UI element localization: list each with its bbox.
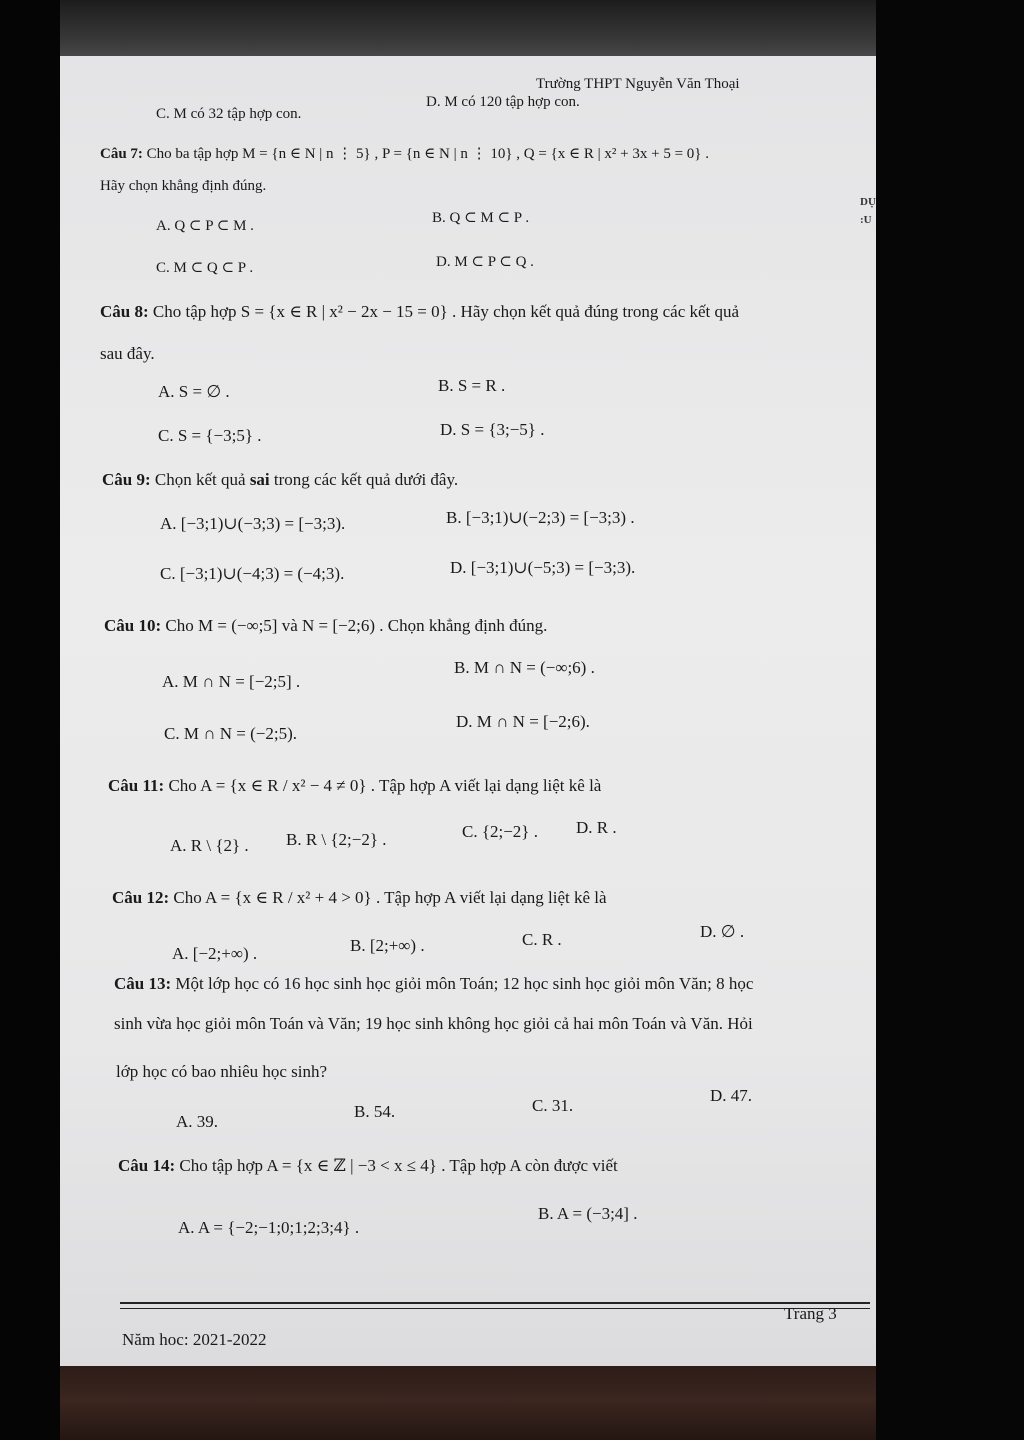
footer-rule bbox=[120, 1302, 870, 1304]
option-d: D. [−3;1)∪(−5;3) = [−3;3). bbox=[450, 558, 636, 577]
exam-page bbox=[60, 56, 876, 1366]
question-12 bbox=[112, 888, 607, 908]
question-text-emphasis: sai bbox=[249, 470, 270, 489]
question-text: Cho M = (−∞;5] và N = [−2;6) . Chọn khẳng định đúng. bbox=[165, 616, 548, 635]
option-b: B. S = R . bbox=[438, 376, 506, 395]
question-text: Cho ba tập hợp M = {n ∈ N | n ⋮ 5} , P = {n ∈ N | n ⋮ 10} , Q = {x ∈ R | x² + 3x + 5 = 0} . bbox=[146, 146, 709, 162]
school-header: Trường THPT Nguyễn Văn Thoại bbox=[536, 76, 740, 92]
option-a: A. [−3;1)∪(−3;3) = [−3;3). bbox=[160, 514, 346, 533]
option-a: A. M ∩ N = [−2;5] . bbox=[162, 672, 301, 691]
school-year: Năm hoc: 2021-2022 bbox=[122, 1330, 267, 1349]
option-d: D. M ∩ N = [−2;6). bbox=[456, 712, 590, 731]
option-c: C. S = {−3;5} . bbox=[158, 426, 262, 445]
option-a: A. [−2;+∞) . bbox=[172, 944, 258, 963]
edge-fragment-1: DỤ bbox=[860, 196, 876, 208]
option-a: A. A = {−2;−1;0;1;2;3;4} . bbox=[178, 1218, 360, 1237]
question-text-line2: sau đây. bbox=[100, 344, 155, 363]
question-label: Câu 7: bbox=[100, 146, 143, 162]
option-c: C. 31. bbox=[532, 1096, 574, 1115]
option-b: B. 54. bbox=[354, 1102, 396, 1121]
page-number: Trang 3 bbox=[784, 1304, 837, 1323]
question-8 bbox=[100, 302, 739, 322]
edge-fragment-2: :U bbox=[860, 214, 872, 226]
photo-background-right bbox=[876, 0, 1024, 1440]
question-label: Câu 11: bbox=[108, 776, 165, 795]
option-d: D. ∅ . bbox=[700, 922, 745, 941]
photo-background-left bbox=[0, 0, 60, 1440]
option-c: C. R . bbox=[522, 930, 562, 949]
option-a: A. 39. bbox=[176, 1112, 219, 1131]
option-c: C. M ∩ N = (−2;5). bbox=[164, 724, 297, 743]
option-d: D. 47. bbox=[710, 1086, 753, 1105]
option-a: A. R \ {2} . bbox=[170, 836, 249, 855]
option-b: B. A = (−3;4] . bbox=[538, 1204, 638, 1223]
option-d: D. R . bbox=[576, 818, 617, 837]
option-b: B. R \ {2;−2} . bbox=[286, 830, 387, 849]
footer-rule-thin bbox=[120, 1308, 870, 1309]
question-9 bbox=[102, 470, 458, 490]
question-label: Câu 12: bbox=[112, 888, 170, 907]
question-7 bbox=[100, 144, 709, 163]
option-d: D. M ⊂ P ⊂ Q . bbox=[436, 254, 534, 270]
option-b: B. Q ⊂ M ⊂ P . bbox=[432, 210, 530, 226]
option-c: C. {2;−2} . bbox=[462, 822, 538, 841]
question-text: Cho A = {x ∈ R / x² − 4 ≠ 0} . Tập hợp A viết lại dạng liệt kê là bbox=[168, 776, 602, 795]
question-text: Cho A = {x ∈ R / x² + 4 > 0} . Tập hợp A viết lại dạng liệt kê là bbox=[173, 888, 607, 907]
option-b: B. M ∩ N = (−∞;6) . bbox=[454, 658, 595, 677]
option-b: B. [−3;1)∪(−2;3) = [−3;3) . bbox=[446, 508, 635, 527]
photo-background-bottom bbox=[60, 1360, 876, 1440]
question-text-post: trong các kết quả dưới đây. bbox=[269, 470, 459, 489]
question-label: Câu 13: bbox=[114, 974, 172, 993]
question-label: Câu 14: bbox=[118, 1156, 176, 1175]
question-14 bbox=[118, 1156, 618, 1176]
question-label: Câu 8: bbox=[100, 302, 149, 321]
option-a: A. S = ∅ . bbox=[158, 382, 230, 401]
question-text: Cho tập hợp A = {x ∈ ℤ | −3 < x ≤ 4} . Tập hợp A còn được viết bbox=[179, 1156, 618, 1175]
option-c: C. [−3;1)∪(−4;3) = (−4;3). bbox=[160, 564, 345, 583]
question-text: Một lớp học có 16 học sinh học giỏi môn Toán; 12 học sinh học giỏi môn Văn; 8 học bbox=[175, 974, 754, 993]
option-b: B. [2;+∞) . bbox=[350, 936, 425, 955]
question-11 bbox=[108, 776, 601, 796]
option-c: C. M ⊂ Q ⊂ P . bbox=[156, 260, 254, 276]
prev-option-c: C. M có 32 tập hợp con. bbox=[156, 106, 302, 122]
question-text-pre: Chọn kết quả bbox=[154, 470, 250, 489]
question-text-line2: sinh vừa học giỏi môn Toán và Văn; 19 học sinh không học giỏi cả hai môn Toán và Văn. Hỏi bbox=[114, 1014, 753, 1033]
question-label: Câu 10: bbox=[104, 616, 162, 635]
prev-option-d: D. M có 120 tập hợp con. bbox=[426, 94, 580, 110]
question-label: Câu 9: bbox=[102, 470, 151, 489]
question-text: Cho tập hợp S = {x ∈ R | x² − 2x − 15 = 0} . Hãy chọn kết quả đúng trong các kết quả bbox=[152, 302, 740, 321]
question-text-line3: lớp học có bao nhiêu học sinh? bbox=[116, 1062, 328, 1081]
option-d: D. S = {3;−5} . bbox=[440, 420, 545, 439]
question-text-line2: Hãy chọn khẳng định đúng. bbox=[100, 178, 267, 194]
question-13 bbox=[114, 974, 753, 994]
option-a: A. Q ⊂ P ⊂ M . bbox=[156, 218, 254, 234]
question-10 bbox=[104, 616, 547, 636]
